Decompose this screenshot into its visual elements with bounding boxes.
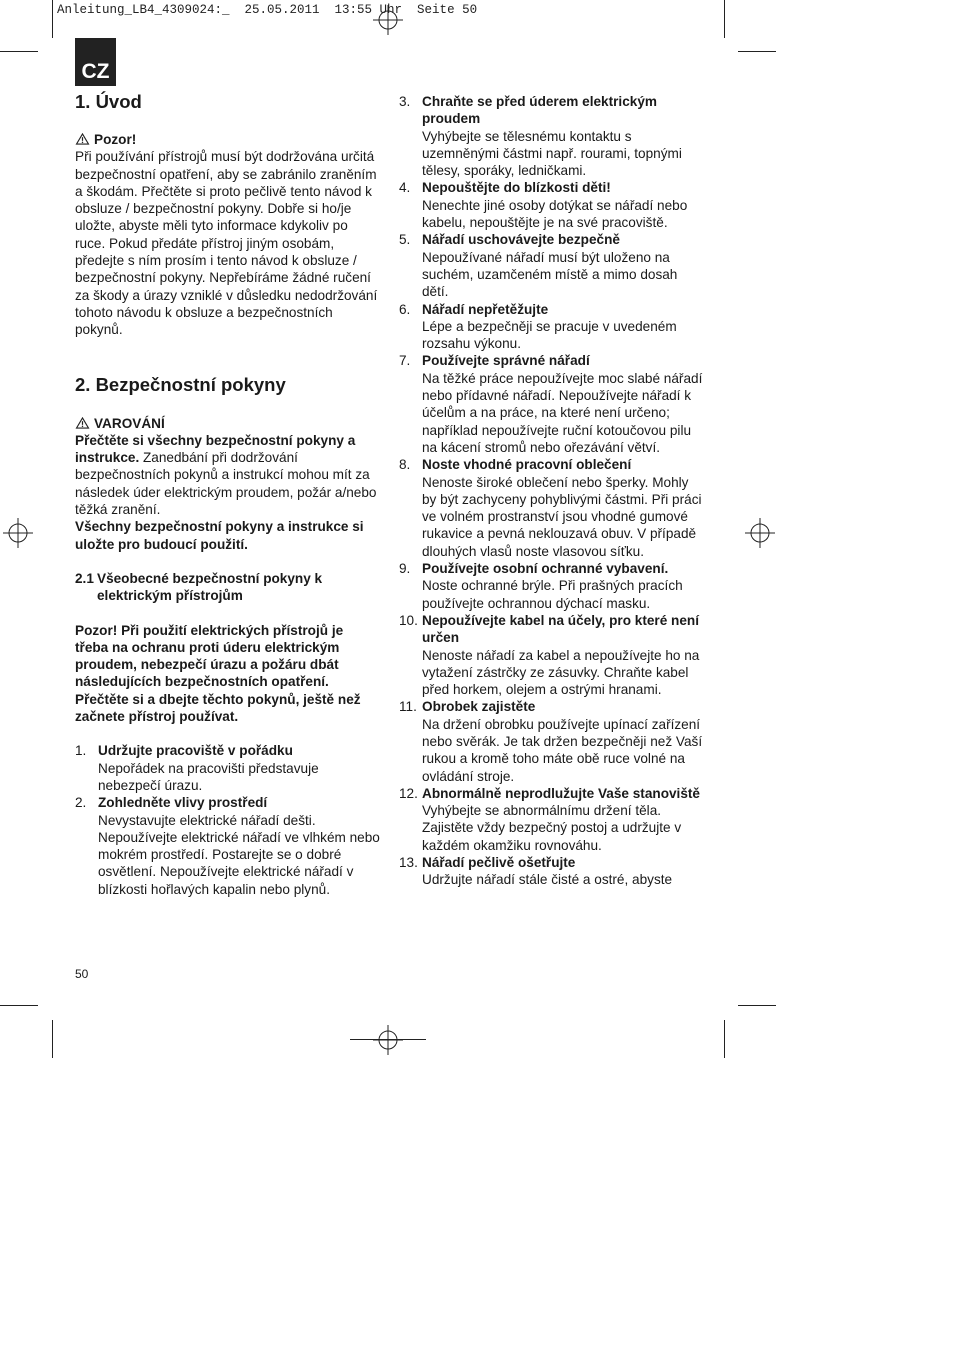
list-item-title: Nářadí pečlivě ošetřujte (422, 855, 576, 871)
list-item-text: Lépe a bezpečněji se pracuje v uvedeném rozsahu výkonu. (422, 318, 677, 352)
warning-label: VAROVÁNÍ (94, 415, 165, 431)
list-item-title: Chraňte se před úderem elektrickým proudem (422, 94, 657, 127)
warning-bold-text: Přečtěte si všechny bezpečnostní pokyny a instrukce. (75, 432, 356, 466)
list-item-number: 10. (399, 612, 418, 628)
list-item (399, 231, 705, 300)
list-item (75, 742, 380, 794)
list-item-title: Nářadí uschovávejte bezpečně (422, 232, 620, 248)
subsection-title: Všeobecné bezpečnostní pokyny k elektrickým přístrojům (97, 570, 323, 604)
list-item-text: Na těžké práce nepoužívejte moc slabé nářadí nebo přídavné nářadí. Nepoužívejte nářadí k účelům a na práce, na které není určeno; například nepoužívejte ruční kotoučovou pilu na kácení stromů nebo ořezávání větví. (422, 370, 703, 455)
list-item-text: Vyhýbejte se tělesnému kontaktu s uzemněnými částmi např. rourami, topnými tělesy, sporáky, ledničkami. (422, 128, 682, 179)
caution-label: Pozor! (94, 132, 137, 147)
list-item-text: Nenoste široké oblečení nebo šperky. Mohly by být zachyceny pohyblivými částmi. Při práci ve volném prostranství jsou vhodné gumové rukavice a pevná neklouzavá obuv. V případě dlouhých vlasů noste vlasovou síťku. (422, 474, 702, 559)
crop-mark (52, 0, 53, 38)
list-item-number: 3. (399, 94, 411, 109)
section-title-safety: 2. Bezpečnostní pokyny (75, 373, 286, 395)
crop-mark (738, 51, 776, 52)
warning-heading (75, 415, 380, 432)
list-item-number: 4. (399, 180, 411, 196)
registration-line (386, 1002, 387, 1078)
warning-paragraph (75, 432, 380, 518)
warning-triangle-icon (75, 133, 90, 145)
language-badge: CZ (75, 38, 116, 86)
list-item-text: Nepoužívané nářadí musí být uloženo na suchém, uzamčeném místě a mimo dosah dětí. (422, 249, 678, 300)
list-item-text: Na držení obrobku používejte upínací zařízení nebo svěrák. Je tak držen bezpečněji než Vaší rukou a kromě toho máte obě ruce volné na ovládání stroje. (422, 716, 703, 784)
section-title-intro: 1. Úvod (75, 91, 142, 112)
list-item-text: Noste ochranné brýle. Při prašných pracích používejte ochrannou dýchací masku. (422, 578, 683, 611)
list-item-text: Nenoste nářadí za kabel a nepoužívejte ho na vytažení zástrčky ze zásuvky. Chraňte kabel před horkem, olejem a ostrými hranami. (422, 647, 700, 698)
list-item-title: Nářadí nepřetěžujte (422, 301, 549, 317)
crop-mark (52, 1020, 53, 1058)
list-item-number: 11. (399, 699, 417, 715)
right-column (399, 93, 705, 889)
page-number: 50 (75, 967, 89, 981)
warning-triangle-icon (75, 417, 90, 429)
crop-mark (738, 1005, 776, 1006)
print-header: Anleitung_LB4_4309024:_ 25.05.2011 13:55 Uhr Seite 50 (57, 3, 478, 17)
list-item (399, 560, 705, 612)
intro-text: Při používání přístrojů musí být dodržována určitá bezpečnostní opatření, aby se zabránilo zraněním a škodám. Přečtěte si proto pečlivě tento návod k obsluze / bezpečnostní pokyny. Dobře si ho/je uložte, abyste měli tyto informace kdykoliv po ruce. Pokud předáte přístroj jiným osobám, předejte s ním prosím i tento návod k obsluze / bezpečnostní pokyny. Nepřebíráme žádné ručení za škody a úrazy vzniklé v důsledku nedodržování tohoto návodu k obsluze a bezpečnostních pokynů. (75, 149, 378, 338)
keep-instructions-text: Všechny bezpečnostní pokyny a instrukce si uložte pro budoucí použití. (75, 519, 364, 552)
list-item-text: Nepořádek na pracovišti představuje nebezpečí úrazu. (98, 760, 319, 793)
crop-mark (0, 1005, 38, 1006)
list-item-text: Nevystavujte elektrické nářadí dešti. Nepoužívejte elektrické nářadí ve vlhkém nebo mokrém prostředí. Postarejte se o dobré osvětlení. Nepoužívejte elektrické nářadí v blízkosti hořlavých kapalin nebo plynů. (98, 812, 380, 897)
registration-mark-icon (373, 5, 403, 35)
list-item-title: Zohledněte vlivy prostředí (98, 795, 268, 811)
left-column (75, 90, 380, 898)
crop-mark (0, 51, 38, 52)
registration-mark-icon (373, 1025, 403, 1055)
list-item (399, 698, 705, 784)
list-item (399, 854, 705, 889)
registration-mark-icon (3, 518, 33, 548)
warning-text: Zanedbání při dodržování bezpečnostních pokynů a instrukcí mohou mít za následek úder elektrickým proudem, požár a/nebo těžká zranění. (75, 450, 377, 518)
registration-mark-icon (745, 518, 775, 548)
list-item-title: Používejte osobní ochranné vybavení. (422, 561, 669, 577)
list-item-number: 9. (399, 561, 411, 577)
list-item (399, 352, 705, 456)
registration-line (350, 1039, 426, 1040)
list-item-text: Nenechte jiné osoby dotýkat se nářadí nebo kabelu, nepouštějte je na své pracoviště. (422, 197, 688, 231)
list-item-number: 6. (399, 301, 411, 317)
list-item (399, 301, 705, 353)
list-item (399, 456, 705, 560)
list-item-number: 12. (399, 785, 418, 801)
list-item-text: Vyhýbejte se abnormálnímu držení těla. Zajistěte vždy bezpečný postoj a udržujte v každém okamžiku rovnováhu. (422, 803, 682, 853)
list-item (399, 785, 705, 854)
list-item-title: Používejte správné nářadí (422, 353, 590, 369)
list-item (399, 179, 705, 231)
list-item-number: 5. (399, 232, 411, 248)
list-item-title: Abnormálně neprodlužujte Vaše stanoviště (422, 785, 700, 801)
caution-heading (75, 131, 380, 148)
caution-block: Pozor! Při použití elektrických přístrojů je třeba na ochranu proti úderu elektrickým proudem, nebezpečí úrazu a požáru dbát následujících bezpečnostních opatření. Přečtěte si a dbejte těchto pokynů, ještě než začnete přístroj používat. (75, 622, 361, 725)
list-item-text: Udržujte nářadí stále čisté a ostré, abyste (422, 872, 673, 888)
list-item-number: 13. (399, 855, 418, 871)
crop-mark (724, 1020, 725, 1058)
list-item-number: 1. (75, 743, 87, 759)
list-item-number: 8. (399, 457, 411, 473)
list-item-title: Nepoužívejte kabel na účely, pro které není určen (422, 612, 699, 646)
list-item (399, 93, 705, 179)
list-item-number: 2. (75, 795, 87, 811)
list-item (75, 794, 380, 898)
list-item-title: Nepouštějte do blízkosti děti! (422, 180, 611, 196)
subsection-number: 2.1 (75, 570, 94, 586)
list-item-title: Obrobek zajistěte (422, 699, 536, 715)
list-item-number: 7. (399, 353, 411, 369)
list-item (399, 612, 705, 698)
list-item-title: Udržujte pracoviště v pořádku (98, 743, 293, 759)
subsection-heading (75, 570, 380, 605)
list-item-title: Noste vhodné pracovní oblečení (422, 457, 632, 473)
crop-mark (724, 0, 725, 38)
